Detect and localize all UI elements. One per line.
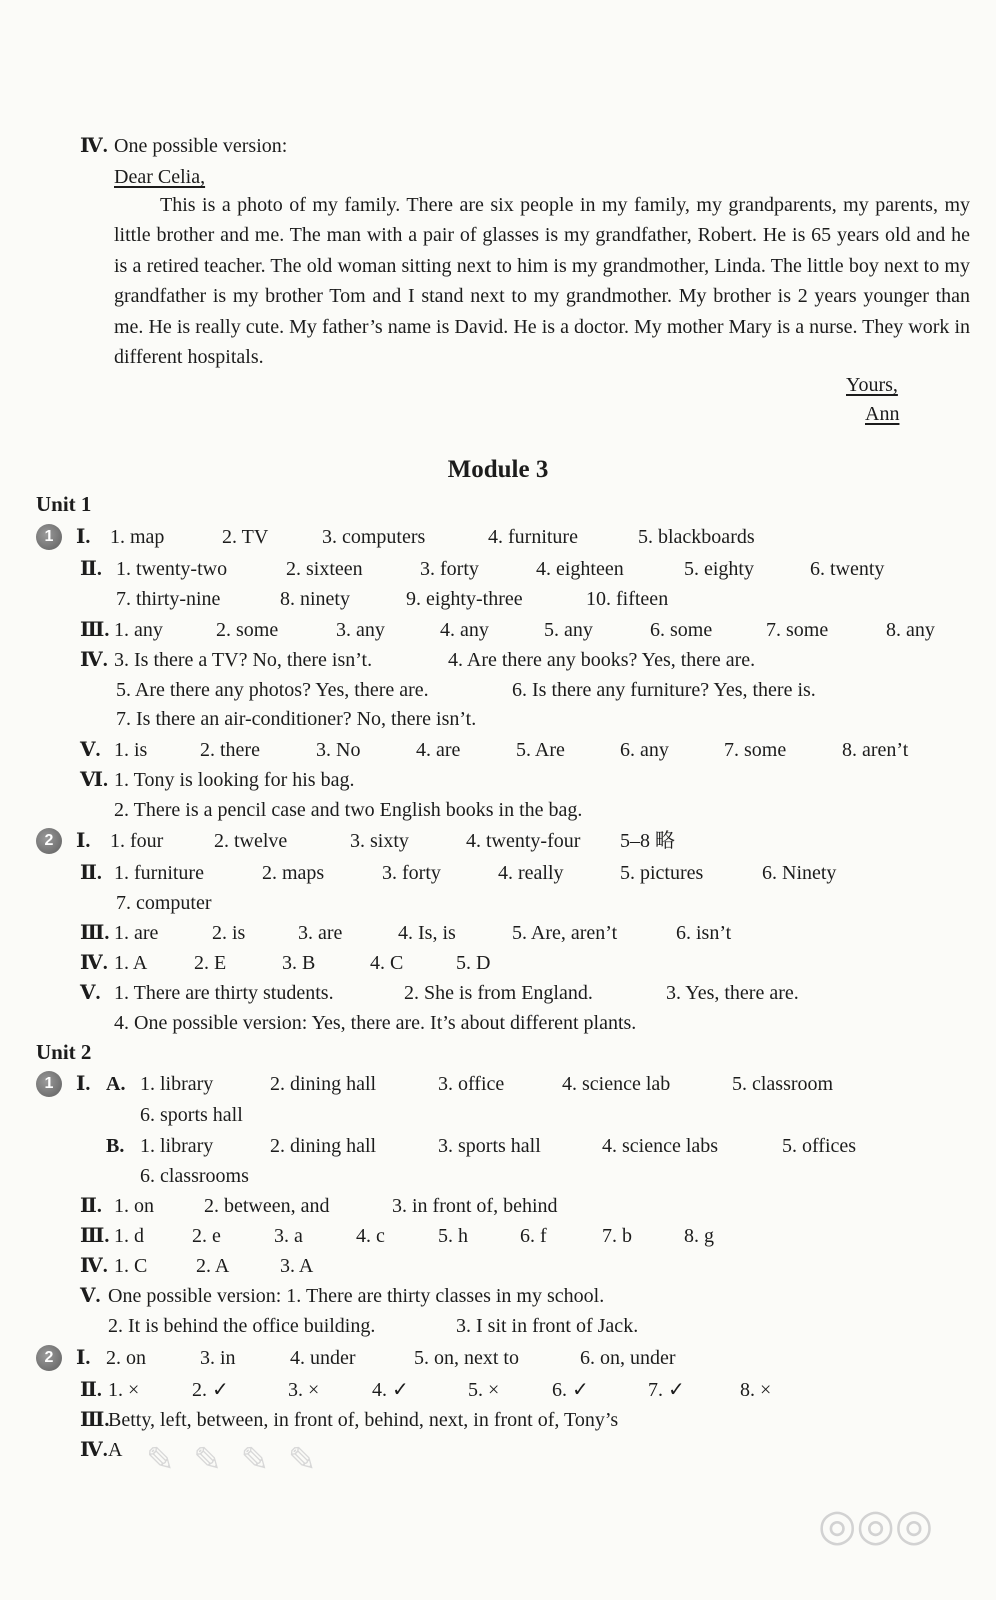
answer-item: 7. thirty-nine xyxy=(116,588,221,610)
part-2-badge: 2 xyxy=(36,1345,62,1371)
answer-item: 2. between, and xyxy=(204,1195,330,1217)
sub-label: B. xyxy=(106,1135,125,1157)
answer-item: 6. sports hall xyxy=(140,1104,243,1126)
roman-label: Ⅳ. xyxy=(80,1439,108,1461)
answer-item: 5. Are there any photos? Yes, there are. xyxy=(116,679,429,701)
answer-item: 4. science labs xyxy=(602,1135,719,1157)
answer-item: 1. twenty-two xyxy=(116,558,228,580)
answer-item: 10. fifteen xyxy=(586,588,669,610)
answer-item: 2. some xyxy=(216,619,279,641)
answer-item: 1. library xyxy=(140,1135,214,1157)
answer-item: 2. dining hall xyxy=(270,1135,377,1157)
roman-label: Ⅱ. xyxy=(80,1379,102,1401)
roman-label: Ⅳ. xyxy=(80,135,108,157)
roman-label: Ⅲ. xyxy=(80,1225,110,1247)
answer-item: 5. on, next to xyxy=(414,1347,519,1369)
roman-label: Ⅳ. xyxy=(80,1255,108,1277)
answer-item: 3. A xyxy=(280,1255,314,1277)
answer-item: 5. Are, aren’t xyxy=(512,922,618,944)
answer-item: 4. eighteen xyxy=(536,558,624,580)
roman-label: Ⅰ. xyxy=(76,830,91,852)
answer-item: 7. Is there an air-conditioner? No, there isn’t. xyxy=(116,708,477,730)
answer-item: 3. B xyxy=(282,952,316,974)
answer-item: 4. ✓ xyxy=(372,1379,409,1401)
answer-item: 6. any xyxy=(620,739,669,761)
answer-item: 4. under xyxy=(290,1347,356,1369)
answer-item: 3. Is there a TV? No, there isn’t. xyxy=(114,649,373,671)
answer-item: 4. c xyxy=(356,1225,385,1247)
answer-item: 7. ✓ xyxy=(648,1379,685,1401)
answer-item: 4. really xyxy=(498,862,564,884)
answer-item: 8. × xyxy=(740,1379,772,1401)
answer-item: 1. on xyxy=(114,1195,154,1217)
answer-item: 3. × xyxy=(288,1379,320,1401)
answer-item: 4. twenty-four xyxy=(466,830,581,852)
roman-label: Ⅲ. xyxy=(80,922,110,944)
answer-item: 8. ninety xyxy=(280,588,350,610)
answer-item: 5. eighty xyxy=(684,558,754,580)
answer-item: 1. There are thirty students. xyxy=(114,982,334,1004)
answer-item: 1. d xyxy=(114,1225,144,1247)
answer-item: 2. TV xyxy=(222,526,269,548)
answer-item: 4. Are there any books? Yes, there are. xyxy=(448,649,756,671)
answer-item: 5. × xyxy=(468,1379,500,1401)
answer-item: 5. Are xyxy=(516,739,565,761)
answer-item: 1. A xyxy=(114,952,148,974)
answer-item: 3. sports hall xyxy=(438,1135,541,1157)
answer-item: 6. ✓ xyxy=(552,1379,589,1401)
answer-item: 1. C xyxy=(114,1255,148,1277)
unit-1-title: Unit 1 xyxy=(36,492,92,516)
answer-item: 6. twenty xyxy=(810,558,885,580)
answer-item: 1. any xyxy=(114,619,163,641)
answer-item: 5. blackboards xyxy=(638,526,755,548)
roman-label: Ⅲ. xyxy=(80,1409,110,1431)
watermark-stamp-icon: ✎ ✎ ✎ ✎ xyxy=(146,1440,321,1480)
answer-item: 3. No xyxy=(316,739,361,761)
sub-label: A. xyxy=(106,1073,126,1095)
answer-item: 5. any xyxy=(544,619,593,641)
letter-greeting: Dear Celia, xyxy=(114,166,206,188)
answer-item: 2. ✓ xyxy=(192,1379,229,1401)
answer-item: 1. library xyxy=(140,1073,214,1095)
answer-item: 2. There is a pencil case and two English books in the bag. xyxy=(114,799,583,821)
answer-item: 8. aren’t xyxy=(842,739,909,761)
answer-item: 2. sixteen xyxy=(286,558,363,580)
answer-item: 8. g xyxy=(684,1225,714,1247)
roman-label: Ⅳ. xyxy=(80,649,108,671)
answer-item: 3. Yes, there are. xyxy=(666,982,799,1004)
answer-item: 2. e xyxy=(192,1225,221,1247)
answer-item: 3. sixty xyxy=(350,830,409,852)
roman-label: Ⅱ. xyxy=(80,862,102,884)
answer-item: 6. some xyxy=(650,619,713,641)
answer-item: 2. twelve xyxy=(214,830,288,852)
answer-item: 2. dining hall xyxy=(270,1073,377,1095)
answer-item: 3. forty xyxy=(382,862,441,884)
letter-signature: Ann xyxy=(865,403,900,425)
answer-item: 7. some xyxy=(724,739,787,761)
answer-item: 6. classrooms xyxy=(140,1165,249,1187)
letter-closing: Yours, xyxy=(846,374,898,396)
answer-item: 6. Is there any furniture? Yes, there is. xyxy=(512,679,816,701)
answer-item: 2. It is behind the office building. xyxy=(108,1315,376,1337)
answer-item: 7. some xyxy=(766,619,829,641)
answer-item: Betty, left, between, in front of, behind, next, in front of, Tony’s xyxy=(108,1409,619,1431)
answer-item: 2. A xyxy=(196,1255,230,1277)
answer-item: 1. map xyxy=(110,526,165,548)
answer-item: 3. office xyxy=(438,1073,505,1095)
answer-item: 1. is xyxy=(114,739,148,761)
roman-label: Ⅱ. xyxy=(80,558,102,580)
roman-label: Ⅴ. xyxy=(80,982,101,1004)
answer-item: 4. are xyxy=(416,739,461,761)
part-2-badge: 2 xyxy=(36,828,62,854)
part-1-badge: 1 xyxy=(36,524,62,550)
answer-item: A xyxy=(108,1439,123,1461)
answer-item: 5. classroom xyxy=(732,1073,834,1095)
answer-item: 9. eighty-three xyxy=(406,588,523,610)
answer-item: 1. furniture xyxy=(114,862,204,884)
answer-item: One possible version: 1. There are thirty classes in my school. xyxy=(108,1285,605,1307)
answer-item: 5. offices xyxy=(782,1135,857,1157)
answer-item: 5. h xyxy=(438,1225,468,1247)
answer-item: 4. C xyxy=(370,952,404,974)
roman-label: Ⅰ. xyxy=(76,1073,91,1095)
intro-text: One possible version: xyxy=(114,135,288,157)
answer-item: 2. there xyxy=(200,739,260,761)
roman-label: Ⅰ. xyxy=(76,1347,91,1369)
answer-item: 2. E xyxy=(194,952,227,974)
answer-item: 3. any xyxy=(336,619,385,641)
answer-item: 7. b xyxy=(602,1225,632,1247)
answer-item: 3. in front of, behind xyxy=(392,1195,558,1217)
unit-2-title: Unit 2 xyxy=(36,1040,92,1064)
roman-label: Ⅱ. xyxy=(80,1195,102,1217)
roman-label: Ⅳ. xyxy=(80,952,108,974)
answer-item: 1. × xyxy=(108,1379,140,1401)
roman-label: Ⅵ. xyxy=(80,769,108,791)
answer-item: 4. science lab xyxy=(562,1073,671,1095)
module-title: Module 3 xyxy=(447,456,549,483)
answer-item: 2. is xyxy=(212,922,246,944)
answer-item: 5. D xyxy=(456,952,491,974)
answer-item: 6. on, under xyxy=(580,1347,676,1369)
site-logo-watermark-icon: ◎◎◎ xyxy=(818,1500,934,1551)
answer-item: 8. any xyxy=(886,619,935,641)
letter-body: This is a photo of my family. There are six people in my family, my grandparents, my parents, my little brother and me. The man with a pair of glasses is my grandfather, Robert. He is 65 years old and he is a retired teacher. The old woman sitting next to him is my grandmother, Linda. The little boy next to my grandfather is my brother Tom and I stand next to my grandmother. My brother is 2 years younger than me. He is really cute. My father’s name is David. He is a doctor. My mother Mary is a nurse. They work in different hospitals. xyxy=(114,194,970,369)
answer-item: 4. any xyxy=(440,619,489,641)
roman-label: Ⅴ. xyxy=(80,1285,101,1307)
answer-item: 6. f xyxy=(520,1225,547,1247)
answer-item: 3. forty xyxy=(420,558,479,580)
part-1-badge: 1 xyxy=(36,1071,62,1097)
answer-item: 1. Tony is looking for his bag. xyxy=(114,769,355,791)
answer-item: 3. I sit in front of Jack. xyxy=(456,1315,639,1337)
answer-item: 6. Ninety xyxy=(762,862,837,884)
answer-item: 2. on xyxy=(106,1347,146,1369)
roman-label: Ⅲ. xyxy=(80,619,110,641)
answer-item: 6. isn’t xyxy=(676,922,732,944)
answer-item: 3. in xyxy=(200,1347,236,1369)
answer-item: 4. Is, is xyxy=(398,922,456,944)
roman-label: Ⅴ. xyxy=(80,739,101,761)
answer-item: 1. four xyxy=(110,830,164,852)
answer-item: 5. pictures xyxy=(620,862,704,884)
answer-item: 3. computers xyxy=(322,526,426,548)
answer-item: 4. furniture xyxy=(488,526,578,548)
answer-item: 1. are xyxy=(114,922,159,944)
answer-item: 2. She is from England. xyxy=(404,982,593,1004)
answer-item: 7. computer xyxy=(116,892,212,914)
roman-label: Ⅰ. xyxy=(76,526,91,548)
answer-item: 2. maps xyxy=(262,862,325,884)
answer-item: 3. are xyxy=(298,922,343,944)
answer-item: 5–8 略 xyxy=(620,830,675,852)
answer-item: 4. One possible version: Yes, there are. It’s about different plants. xyxy=(114,1012,637,1034)
answer-item: 3. a xyxy=(274,1225,303,1247)
